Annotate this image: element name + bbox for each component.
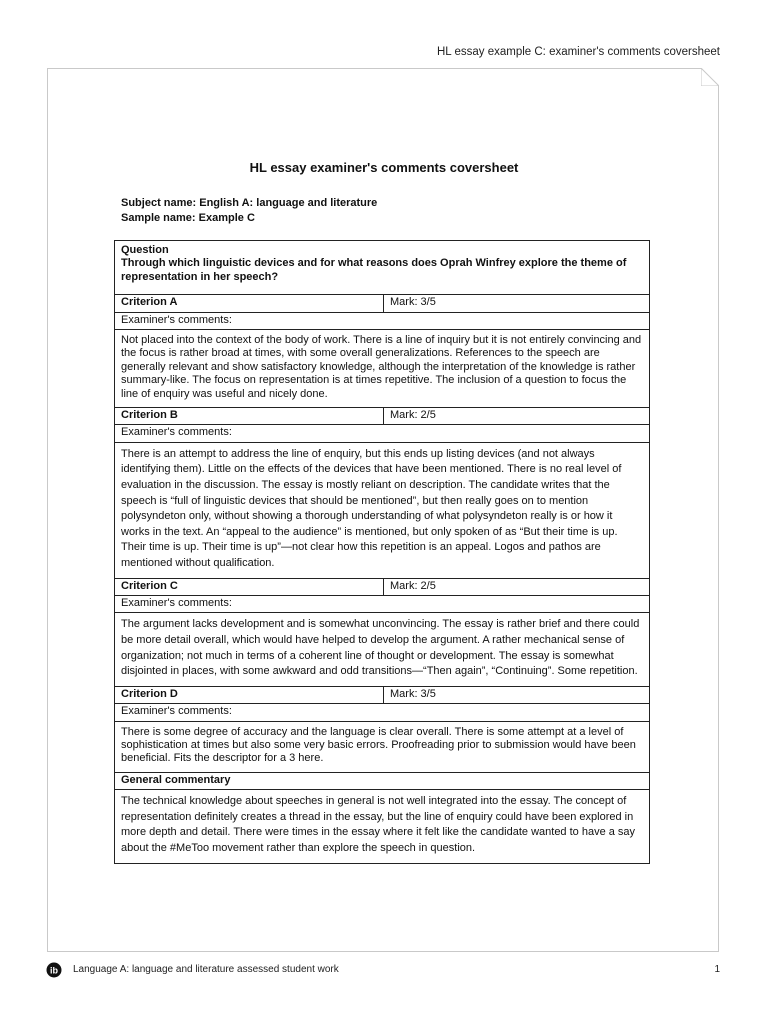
criterion-name: Criterion C [115, 578, 384, 595]
folded-corner-icon [701, 68, 719, 86]
comments-table [114, 240, 650, 864]
criterion-row [115, 686, 650, 703]
question-row [115, 241, 650, 295]
page-number: 1 [714, 964, 720, 975]
criterion-row [115, 578, 650, 595]
general-commentary-label: General commentary [115, 772, 650, 789]
criterion-name: Criterion B [115, 408, 384, 425]
running-header: HL essay example C: examiner's comments coversheet [437, 46, 720, 58]
svg-text:ib: ib [50, 965, 58, 976]
criterion-row [115, 408, 650, 425]
criterion-mark: Mark: 2/5 [384, 578, 650, 595]
criterion-mark: Mark: 3/5 [384, 686, 650, 703]
question-text: Through which linguistic devices and for what reasons does Oprah Winfrey explore the theme of representation in her speech? [121, 257, 627, 283]
footer-text: Language A: language and literature assessed student work [73, 964, 339, 975]
criterion-comment: The argument lacks development and is somewhat unconvincing. The essay is rather brief and there could be more detail overall, which would have helped to develop the argument. A rather mechanical sense of organization; not much in terms of a coherent line of thought or development. The essay is somewhat disjointed in places, with some awkward and odd transitions—“Then again”, “Continuing”. Some repetition. [115, 613, 650, 686]
examiner-comments-label: Examiner's comments: [115, 312, 650, 329]
question-label: Question [121, 244, 169, 256]
criterion-comment: There is an attempt to address the line of enquiry, but this ends up listing devices (and not always identifying them). Little on the effects of the devices that have been mentioned. There is no real level of evaluation in the discussion. The essay is mostly reliant on description. The candidate writes that the speech is “full of linguistic devices that should be mentioned”, but then really goes on to mention polysyndeton only, without showing a thorough understanding of what polysyndeton really is or how it works in the text. An “appeal to the audience” is mentioned, but only spoken of as “But their time is up. Their time is up. Their time is up”—not clear how this repetition is an appeal. Logos and pathos are mentioned without qualification. [115, 442, 650, 578]
sample-name: Sample name: Example C [121, 212, 255, 224]
document-title: HL essay examiner's comments coversheet [249, 160, 519, 175]
question-cell [115, 241, 650, 295]
examiner-comments-label: Examiner's comments: [115, 596, 650, 613]
document-meta [121, 196, 377, 226]
general-commentary-text: The technical knowledge about speeches in general is not well integrated into the essay. The concept of representation definitely creates a thread in the essay, but the line of enquiry could have been explored in more depth and detail. There were times in the essay where it felt like the candidate wanted to have a say about the #MeToo movement rather than explore the speech in question. [115, 790, 650, 863]
examiner-comments-label: Examiner's comments: [115, 704, 650, 721]
subject-name: Subject name: English A: language and literature [121, 197, 378, 209]
criterion-name: Criterion A [115, 295, 384, 312]
criterion-row [115, 295, 650, 312]
examiner-comments-label: Examiner's comments: [115, 425, 650, 442]
criterion-comment: There is some degree of accuracy and the language is clear overall. There is some attempt at a level of sophistication at times but also some very basic errors. Proofreading prior to submission would have been beneficial. Fits the descriptor for a 3 here. [115, 721, 650, 772]
criterion-name: Criterion D [115, 686, 384, 703]
criterion-mark: Mark: 2/5 [384, 408, 650, 425]
ib-logo-icon [46, 962, 62, 978]
criterion-mark: Mark: 3/5 [384, 295, 650, 312]
criterion-comment: Not placed into the context of the body of work. There is a line of inquiry but it is not entirely convincing and the focus is rather broad at times, with some overall generalizations. References to the speech are generally relevant and show satisfactory knowledge, although the interpretation of the knowledge is rather summary-like. The focus on representation is at times repetitive. The inclusion of a question to focus the line of enquiry was useful and nicely done. [115, 330, 650, 408]
